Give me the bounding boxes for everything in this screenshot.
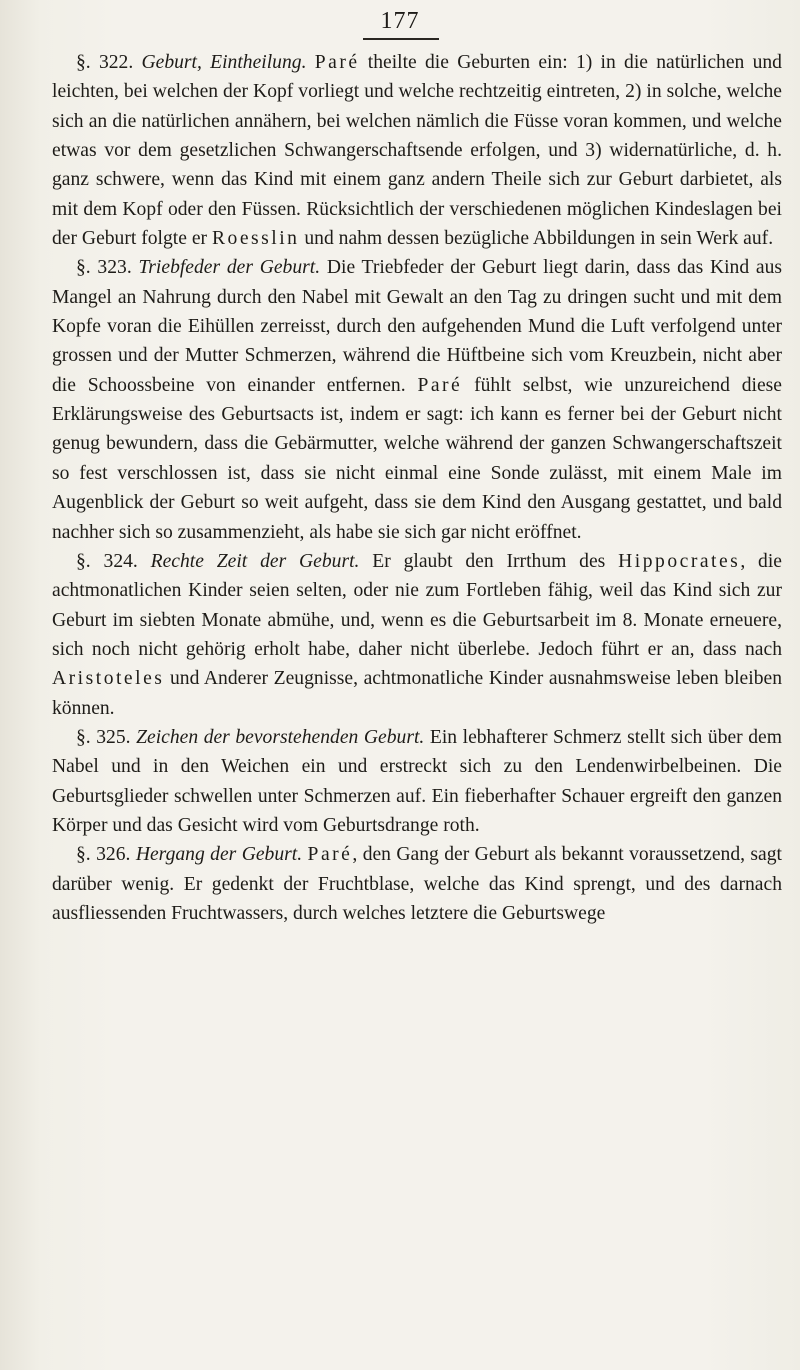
author-name: Paré bbox=[307, 844, 353, 866]
section-paragraph bbox=[52, 253, 782, 546]
section-text: , die achtmonatlichen Kinder seien selten, oder nie zum Fortleben fähig, weil das Kind sich zur Geburt im siebten Monate abmühe, und, wenn es die Geburtsarbeit im 8. Monate erneuere, sich noch nicht gehörig erholt habe, daher nicht überlebe. Jedoch führt er an, dass nach bbox=[52, 550, 782, 660]
section-number: §. 325. bbox=[76, 726, 131, 748]
section-text: Die Triebfeder der Geburt liegt darin, dass das Kind aus Mangel an Nahrung durch den Nabel mit Gewalt an den Tag zu dringen sucht und mit dem Kopfe voran die Eihüllen zerreisst, durch den aufgehenden Mund die Luft verfolgend unter grossen und der Mutter Schmerzen, während die Hüftbeine sich vom Kreuzbein, nicht aber die Schoossbeine von einander entfernen. bbox=[52, 257, 783, 396]
author-name: Hippocrates bbox=[618, 550, 741, 572]
section-text: Er glaubt den Irrthum des bbox=[372, 550, 619, 572]
author-name: Aristoteles bbox=[52, 668, 165, 690]
section-paragraph bbox=[52, 48, 782, 253]
section-text: , den Gang der Geburt als bekannt voraussetzend, sagt darüber wenig. Er gedenkt der Fruchtblase, welche das Kind sprengt, und des darnach ausfliessenden Fruchtwassers, durch welches letztere die Geburtswege bbox=[52, 844, 782, 924]
section-number: §. 322. bbox=[76, 52, 134, 73]
author-name: Paré bbox=[417, 374, 463, 396]
section-text: fühlt selbst, wie unzureichend diese Erklärungsweise des Geburtsacts ist, indem er sagt: ich kann es ferner bei der Geburt nicht genug bewundern, dass die Gebärmutter, welche während der ganzen Schwangerschaftszeit so fest verschlossen ist, dass sie nicht einmal eine Sonde zulässt, mit einem Male im Augenblick der Geburt so weit aufgeht, dass sie dem Kind den Ausgang gestattet, und bald nachher sich so zusammenzieht, als habe sie sich gar nicht eröffnet. bbox=[52, 374, 782, 543]
section-paragraph bbox=[52, 840, 782, 928]
header-rule bbox=[363, 38, 439, 40]
section-paragraph bbox=[52, 547, 782, 723]
section-heading: Rechte Zeit der Geburt. bbox=[150, 550, 360, 572]
section-text: theilte die Geburten ein: 1) in die natürlichen und leichten, bei welchen der Kopf vorliegt und welche rechtzeitig eintreten, 2) in solche, welche sich an die natürlichen annähern, bei welchen nämlich die Füsse voran kommen, und welche etwas vor dem gesetzlichen Schwangerschaftsende erfolgen, und 3) widernatürliche, d. h. ganz schwere, wenn das Kind mit einem ganz andern Theile sich zur Geburt darbietet, als mit dem Kopf oder den Füssen. Rücksichtlich der verschiedenen möglichen Kindeslagen bei der Geburt folgte er bbox=[52, 52, 782, 250]
section-text: und nahm dessen bezügliche Abbildungen in sein Werk auf. bbox=[299, 228, 774, 250]
page-number: 177 bbox=[380, 8, 420, 34]
section-heading: Zeichen der bevorstehenden Geburt. bbox=[136, 726, 425, 748]
section-paragraph bbox=[52, 723, 782, 840]
section-text: und Anderer Zeugnisse, achtmonatliche Kinder ausnahmsweise leben bleiben können. bbox=[52, 668, 782, 719]
author-name: Roesslin bbox=[211, 228, 300, 250]
body-text bbox=[52, 48, 782, 928]
section-number: §. 324. bbox=[76, 550, 138, 572]
author-name: Paré bbox=[314, 52, 360, 73]
section-text: Ein lebhafterer Schmerz stellt sich über dem Nabel und in den Weichen ein und erstreckt sich zu den Lendenwirbelbeinen. Die Geburtsglieder schwellen unter Schmerzen auf. Ein fieberhafter Schauer ergreift den ganzen Körper und das Gesicht wird vom Geburtsdrange roth. bbox=[52, 726, 782, 836]
section-number: §. 323. bbox=[76, 257, 132, 279]
section-number: §. 326. bbox=[76, 844, 131, 866]
section-heading: Triebfeder der Geburt. bbox=[138, 257, 321, 279]
section-heading: Hergang der Geburt. bbox=[135, 844, 303, 866]
section-heading: Geburt, Eintheilung. bbox=[141, 52, 307, 73]
